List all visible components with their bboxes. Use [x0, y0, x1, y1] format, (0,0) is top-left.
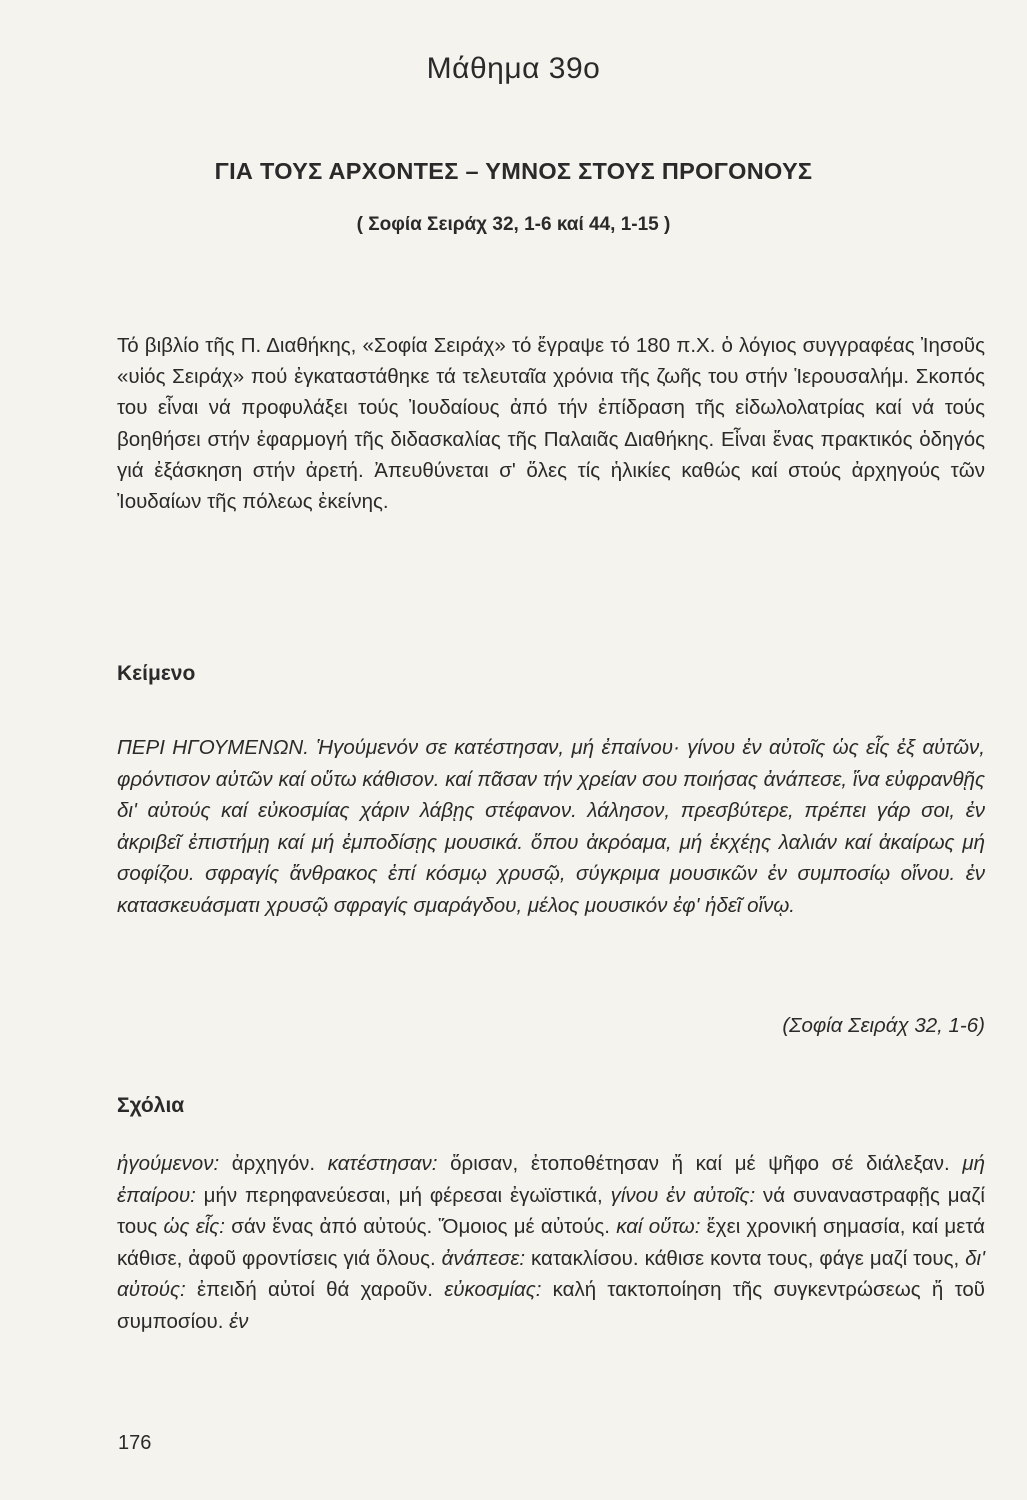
note-term: ἐν	[229, 1309, 249, 1333]
note-term: ὡς εἷς:	[163, 1215, 225, 1238]
source-reference: ( Σοφία Σειράχ 32, 1-6 καί 44, 1-15 )	[356, 214, 671, 235]
note-gloss: ἔχει χρονική σημασία, καί μετά κάθισε, ἀφοῦ φροντίσεις γιά ὅλους.	[117, 1215, 985, 1270]
note-gloss: ὅρισαν, ἐτοποθέτησαν ἤ καί μέ ψῆφο σέ διάλεξαν.	[437, 1152, 963, 1175]
note-gloss: νά συναναστραφῇς μαζί τους	[117, 1183, 985, 1238]
note-term: μή ἐπαίρου:	[117, 1152, 985, 1207]
note-gloss: ἀρχηγόν.	[219, 1152, 328, 1175]
page-number: 176	[118, 1432, 152, 1454]
text-section-heading: Κείμενο	[117, 662, 196, 685]
notes-paragraph	[117, 1148, 985, 1337]
note-term: κατέστησαν:	[327, 1152, 438, 1175]
scripture-passage: ΠΕΡΙ ΗΓΟΥΜΕΝΩΝ. Ἡγούμενόν σε κατέστησαν, μή ἐπαίνου· γίνου ἐν αὐτοῖς ὡς εἷς ἐξ αὐτῶν, φρόντισον αὐτῶν καί οὕτω κάθισον. καί πᾶσαν τήν χρείαν σου ποιήσας ἀνάπεσε, ἵνα εὐφρανθῇς δι' αὐτούς καί εὐκοσμίας χάριν λάβῃς στέφανον. λάλησον, πρεσβύτερε, πρέπει γάρ σοι, ἐν ἀκριβεῖ ἐπιστήμῃ καί μή ἐμποδίσῃς μουσικά. ὅπου ἀκρόαμα, μή ἐκχέῃς λαλιάν καί ἀκαίρως μή σοφίζου. σφραγίς ἄνθρακος ἐπί κόσμῳ χρυσῷ, σύγκριμα μουσικῶν ἐν συμποσίῳ οἴνου. ἐν κατασκευάσματι χρυσῷ σφραγίς σμαράγδου, μέλος μουσικόν ἐφ' ἡδεῖ οἴνῳ.	[117, 736, 985, 917]
note-term: καί οὕτω:	[616, 1215, 701, 1238]
chapter-title: ΓΙΑ ΤΟΥΣ ΑΡΧΟΝΤΕΣ – ΥΜΝΟΣ ΣΤΟΥΣ ΠΡΟΓΟΝΟΥΣ	[214, 158, 813, 184]
note-term: ἀνάπεσε:	[441, 1246, 526, 1270]
introduction-paragraph: Τό βιβλίο τῆς Π. Διαθήκης, «Σοφία Σειράχ» τό ἔγραψε τό 180 π.Χ. ὁ λόγιος συγγραφέας Ἰησοῦς «υἱός Σειράχ» πού ἐγκαταστάθηκε τά τελευταῖα χρόνια τῆς ζωῆς του στήν Ἱερουσαλήμ. Σκοπός του εἶναι νά προφυλάξει τούς Ἰουδαίους ἀπό τήν ἐπίδραση τῆς εἰδωλολατρίας καί νά τούς βοηθήσει στήν ἐφαρμογή τῆς διδασκαλίας τῆς Παλαιᾶς Διαθήκης. Εἶναι ἕνας πρακτικός ὁδηγός γιά ἐξάσκηση στήν ἀρετή. Ἀπευθύνεται σ' ὅλες τίς ἡλικίες καθώς καί στούς ἀρχηγούς τῶν Ἰουδαίων τῆς πόλεως ἐκείνης.	[117, 334, 985, 514]
notes-section-heading: Σχόλια	[117, 1094, 185, 1117]
note-term: εὐκοσμίας:	[444, 1278, 542, 1301]
note-gloss: ἐπειδή αὐτοί θά χαροῦν.	[185, 1278, 445, 1301]
passage-citation: (Σοφία Σειράχ 32, 1-6)	[782, 1014, 985, 1037]
note-gloss: σάν ἕνας ἀπό αὐτούς. Ὅμοιος μέ αὐτούς.	[224, 1215, 617, 1238]
note-term: δι' αὐτούς:	[117, 1246, 985, 1301]
lesson-number: Μάθημα 39ο	[426, 52, 601, 85]
note-term: ἡγούμενον:	[117, 1152, 220, 1175]
note-gloss: καλή τακτοποίηση τῆς συγκεντρώσεως ἤ τοῦ συμποσίου.	[117, 1278, 986, 1333]
note-gloss: κατακλίσου. κάθισε κοντα τους, φάγε μαζί τους,	[525, 1246, 966, 1270]
note-gloss: μήν περηφανεύεσαι, μή φέρεσαι ἐγωϊστικά,	[195, 1183, 611, 1207]
note-term: γίνου ἐν αὐτοῖς:	[610, 1183, 756, 1207]
